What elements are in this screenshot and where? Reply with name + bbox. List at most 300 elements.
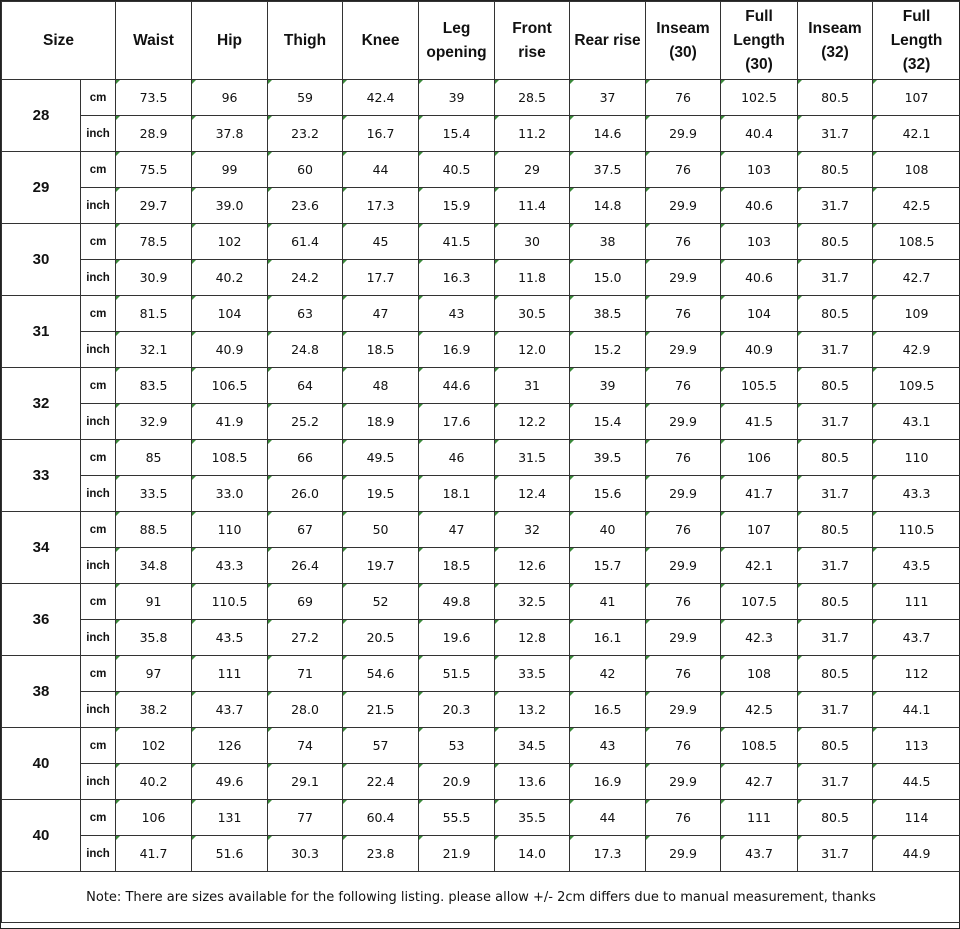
table-cell: 43 (419, 296, 495, 332)
table-cell: 41.9 (192, 404, 268, 440)
table-cell: 50 (343, 512, 419, 548)
table-cell: 106 (721, 440, 798, 476)
table-cell: 18.9 (343, 404, 419, 440)
table-cell: 11.8 (495, 260, 570, 296)
unit-label: cm (81, 728, 116, 764)
table-cell: 49.8 (419, 584, 495, 620)
table-cell: 102 (116, 728, 192, 764)
header-line: rise (518, 43, 546, 61)
table-cell: 31.7 (798, 116, 873, 152)
table-cell: 49.6 (192, 764, 268, 800)
table-cell: 109.5 (873, 368, 960, 404)
table-cell: 29.9 (646, 476, 721, 512)
table-cell: 17.3 (570, 836, 646, 872)
size-label: 40 (2, 728, 81, 800)
size-label: 33 (2, 440, 81, 512)
header-line: opening (426, 43, 487, 61)
table-cell: 42.1 (721, 548, 798, 584)
table-cell: 27.2 (268, 620, 343, 656)
unit-label: cm (81, 584, 116, 620)
table-cell: 108.5 (873, 224, 960, 260)
table-cell: 45 (343, 224, 419, 260)
table-cell: 29.7 (116, 188, 192, 224)
size-table (1, 1, 960, 923)
unit-label: cm (81, 152, 116, 188)
table-cell: 67 (268, 512, 343, 548)
table-cell: 15.6 (570, 476, 646, 512)
table-cell: 111 (721, 800, 798, 836)
table-cell: 41.7 (721, 476, 798, 512)
table-cell: 51.5 (419, 656, 495, 692)
table-cell: 106.5 (192, 368, 268, 404)
table-row (2, 368, 960, 404)
table-row (2, 728, 960, 764)
header-row (2, 2, 960, 80)
table-cell: 17.3 (343, 188, 419, 224)
table-cell: 114 (873, 800, 960, 836)
table-row (2, 440, 960, 476)
table-cell: 59 (268, 80, 343, 116)
table-cell: 19.5 (343, 476, 419, 512)
header-inseam-32 (798, 2, 873, 80)
table-cell: 48 (343, 368, 419, 404)
table-cell: 31.7 (798, 548, 873, 584)
table-cell: 43.7 (873, 620, 960, 656)
unit-label: inch (81, 764, 116, 800)
table-cell: 31.7 (798, 476, 873, 512)
table-cell: 76 (646, 296, 721, 332)
table-cell: 102.5 (721, 80, 798, 116)
unit-label: inch (81, 188, 116, 224)
table-cell: 99 (192, 152, 268, 188)
header-waist (116, 2, 192, 80)
unit-label: inch (81, 548, 116, 584)
table-cell: 43.7 (192, 692, 268, 728)
table-cell: 40.5 (419, 152, 495, 188)
table-cell: 112 (873, 656, 960, 692)
table-cell: 33.0 (192, 476, 268, 512)
header-size: Size (2, 2, 116, 80)
table-cell: 108.5 (721, 728, 798, 764)
table-cell: 33.5 (495, 656, 570, 692)
table-cell: 39 (419, 80, 495, 116)
header-line: Thigh (283, 31, 327, 49)
table-cell: 43.5 (192, 620, 268, 656)
table-cell: 71 (268, 656, 343, 692)
table-row (2, 188, 960, 224)
table-cell: 111 (192, 656, 268, 692)
table-cell: 15.4 (419, 116, 495, 152)
unit-label: cm (81, 368, 116, 404)
table-cell: 23.6 (268, 188, 343, 224)
table-row (2, 152, 960, 188)
size-label: 32 (2, 368, 81, 440)
table-cell: 80.5 (798, 224, 873, 260)
unit-label: inch (81, 404, 116, 440)
table-cell: 39.0 (192, 188, 268, 224)
table-cell: 35.5 (495, 800, 570, 836)
size-rows (2, 80, 960, 872)
table-cell: 16.3 (419, 260, 495, 296)
table-cell: 78.5 (116, 224, 192, 260)
table-cell: 37 (570, 80, 646, 116)
table-cell: 77 (268, 800, 343, 836)
unit-label: inch (81, 620, 116, 656)
table-cell: 30.3 (268, 836, 343, 872)
table-cell: 76 (646, 224, 721, 260)
table-cell: 104 (721, 296, 798, 332)
table-cell: 44 (343, 152, 419, 188)
header-thigh (268, 2, 343, 80)
table-cell: 131 (192, 800, 268, 836)
header-line: Length (733, 31, 785, 49)
unit-label: cm (81, 80, 116, 116)
table-cell: 31.7 (798, 692, 873, 728)
table-cell: 11.4 (495, 188, 570, 224)
table-cell: 37.5 (570, 152, 646, 188)
table-cell: 44.1 (873, 692, 960, 728)
table-cell: 24.8 (268, 332, 343, 368)
table-cell: 25.2 (268, 404, 343, 440)
table-cell: 43.1 (873, 404, 960, 440)
header-knee (343, 2, 419, 80)
table-cell: 19.6 (419, 620, 495, 656)
table-cell: 106 (116, 800, 192, 836)
table-cell: 80.5 (798, 368, 873, 404)
table-cell: 55.5 (419, 800, 495, 836)
table-row (2, 224, 960, 260)
table-cell: 28.5 (495, 80, 570, 116)
table-cell: 47 (419, 512, 495, 548)
header-line: Inseam (808, 19, 862, 37)
table-cell: 16.9 (570, 764, 646, 800)
table-cell: 80.5 (798, 80, 873, 116)
table-cell: 15.9 (419, 188, 495, 224)
table-cell: 15.0 (570, 260, 646, 296)
table-cell: 64 (268, 368, 343, 404)
table-cell: 42.1 (873, 116, 960, 152)
table-row (2, 584, 960, 620)
table-cell: 28.0 (268, 692, 343, 728)
table-cell: 23.8 (343, 836, 419, 872)
table-cell: 80.5 (798, 584, 873, 620)
table-cell: 109 (873, 296, 960, 332)
size-label: 34 (2, 512, 81, 584)
table-cell: 44.5 (873, 764, 960, 800)
table-cell: 80.5 (798, 728, 873, 764)
header-full-length-32 (873, 2, 960, 80)
header-hip (192, 2, 268, 80)
table-cell: 76 (646, 656, 721, 692)
table-cell: 30.9 (116, 260, 192, 296)
table-cell: 42.5 (873, 188, 960, 224)
table-row (2, 296, 960, 332)
table-cell: 76 (646, 80, 721, 116)
table-cell: 29.9 (646, 116, 721, 152)
table-row (2, 404, 960, 440)
unit-label: inch (81, 476, 116, 512)
table-cell: 41.5 (419, 224, 495, 260)
unit-label: inch (81, 260, 116, 296)
header-line: (30) (669, 43, 697, 61)
table-cell: 17.6 (419, 404, 495, 440)
header-line: Inseam (656, 19, 710, 37)
table-cell: 76 (646, 800, 721, 836)
table-cell: 18.5 (419, 548, 495, 584)
table-cell: 80.5 (798, 656, 873, 692)
table-cell: 28.9 (116, 116, 192, 152)
table-cell: 39 (570, 368, 646, 404)
table-cell: 40.2 (192, 260, 268, 296)
table-cell: 15.4 (570, 404, 646, 440)
table-cell: 31.7 (798, 260, 873, 296)
table-cell: 41.5 (721, 404, 798, 440)
table-cell: 40.9 (192, 332, 268, 368)
table-row (2, 836, 960, 872)
table-cell: 12.6 (495, 548, 570, 584)
header-leg-opening (419, 2, 495, 80)
table-cell: 108 (721, 656, 798, 692)
table-cell: 32.5 (495, 584, 570, 620)
table-cell: 31.7 (798, 404, 873, 440)
header-rear-rise (570, 2, 646, 80)
header-line: Leg (442, 19, 471, 37)
header-line: Length (890, 31, 943, 49)
table-cell: 96 (192, 80, 268, 116)
table-row (2, 80, 960, 116)
table-cell: 42.7 (873, 260, 960, 296)
table-cell: 42.9 (873, 332, 960, 368)
table-cell: 80.5 (798, 800, 873, 836)
size-label: 29 (2, 152, 81, 224)
table-cell: 32.1 (116, 332, 192, 368)
table-cell: 76 (646, 368, 721, 404)
header-line: Waist (133, 31, 174, 49)
table-cell: 38 (570, 224, 646, 260)
table-cell: 20.5 (343, 620, 419, 656)
table-cell: 111 (873, 584, 960, 620)
table-row (2, 764, 960, 800)
table-cell: 52 (343, 584, 419, 620)
unit-label: cm (81, 800, 116, 836)
size-label: 38 (2, 656, 81, 728)
table-cell: 44.9 (873, 836, 960, 872)
table-cell: 12.2 (495, 404, 570, 440)
table-cell: 54.6 (343, 656, 419, 692)
table-cell: 29.1 (268, 764, 343, 800)
table-cell: 12.8 (495, 620, 570, 656)
header-line: (32) (902, 55, 931, 73)
table-cell: 60.4 (343, 800, 419, 836)
unit-label: cm (81, 512, 116, 548)
table-row (2, 332, 960, 368)
table-cell: 31.7 (798, 764, 873, 800)
table-cell: 107 (721, 512, 798, 548)
table-cell: 105.5 (721, 368, 798, 404)
table-cell: 46 (419, 440, 495, 476)
table-cell: 32.9 (116, 404, 192, 440)
table-cell: 43.3 (873, 476, 960, 512)
table-cell: 34.5 (495, 728, 570, 764)
table-cell: 38.2 (116, 692, 192, 728)
table-cell: 12.4 (495, 476, 570, 512)
table-cell: 107 (873, 80, 960, 116)
table-cell: 26.0 (268, 476, 343, 512)
unit-label: cm (81, 296, 116, 332)
table-cell: 76 (646, 152, 721, 188)
table-cell: 43.7 (721, 836, 798, 872)
table-cell: 91 (116, 584, 192, 620)
table-row (2, 512, 960, 548)
table-cell: 108.5 (192, 440, 268, 476)
table-cell: 22.4 (343, 764, 419, 800)
table-cell: 44 (570, 800, 646, 836)
table-cell: 18.5 (343, 332, 419, 368)
table-cell: 15.7 (570, 548, 646, 584)
table-cell: 80.5 (798, 152, 873, 188)
table-cell: 37.8 (192, 116, 268, 152)
table-cell: 35.8 (116, 620, 192, 656)
table-cell: 76 (646, 512, 721, 548)
table-cell: 31.7 (798, 836, 873, 872)
table-cell: 40.6 (721, 188, 798, 224)
table-cell: 73.5 (116, 80, 192, 116)
table-cell: 66 (268, 440, 343, 476)
table-cell: 43 (570, 728, 646, 764)
table-cell: 29 (495, 152, 570, 188)
table-cell: 20.9 (419, 764, 495, 800)
table-cell: 75.5 (116, 152, 192, 188)
table-cell: 14.0 (495, 836, 570, 872)
size-label: 31 (2, 296, 81, 368)
unit-label: cm (81, 440, 116, 476)
table-cell: 80.5 (798, 512, 873, 548)
table-cell: 29.9 (646, 188, 721, 224)
table-cell: 110.5 (873, 512, 960, 548)
table-cell: 29.9 (646, 404, 721, 440)
header-line: Knee (361, 31, 400, 49)
unit-label: inch (81, 692, 116, 728)
size-label: 28 (2, 80, 81, 152)
table-cell: 24.2 (268, 260, 343, 296)
table-cell: 42.7 (721, 764, 798, 800)
size-label: 30 (2, 224, 81, 296)
table-cell: 63 (268, 296, 343, 332)
header-line: Full (902, 7, 931, 25)
table-cell: 47 (343, 296, 419, 332)
header-line: (30) (745, 55, 773, 73)
unit-label: inch (81, 836, 116, 872)
table-cell: 51.6 (192, 836, 268, 872)
table-cell: 31.7 (798, 332, 873, 368)
table-cell: 88.5 (116, 512, 192, 548)
table-cell: 11.2 (495, 116, 570, 152)
table-cell: 76 (646, 728, 721, 764)
table-cell: 30 (495, 224, 570, 260)
table-cell: 43.3 (192, 548, 268, 584)
header-line: Front (512, 19, 552, 37)
table-cell: 16.5 (570, 692, 646, 728)
table-cell: 60 (268, 152, 343, 188)
table-cell: 30.5 (495, 296, 570, 332)
unit-label: cm (81, 656, 116, 692)
table-cell: 31 (495, 368, 570, 404)
table-cell: 76 (646, 584, 721, 620)
table-cell: 42.4 (343, 80, 419, 116)
table-cell: 18.1 (419, 476, 495, 512)
table-cell: 104 (192, 296, 268, 332)
table-cell: 126 (192, 728, 268, 764)
header-line: Full (745, 7, 773, 25)
table-cell: 44.6 (419, 368, 495, 404)
table-row (2, 260, 960, 296)
table-cell: 15.2 (570, 332, 646, 368)
note-row (2, 872, 960, 923)
table-cell: 85 (116, 440, 192, 476)
table-cell: 49.5 (343, 440, 419, 476)
table-cell: 16.1 (570, 620, 646, 656)
table-cell: 41 (570, 584, 646, 620)
table-cell: 69 (268, 584, 343, 620)
unit-label: inch (81, 332, 116, 368)
size-label: 40 (2, 800, 81, 872)
table-cell: 31.5 (495, 440, 570, 476)
table-cell: 80.5 (798, 440, 873, 476)
table-cell: 74 (268, 728, 343, 764)
table-cell: 14.6 (570, 116, 646, 152)
table-cell: 29.9 (646, 548, 721, 584)
table-cell: 110.5 (192, 584, 268, 620)
header-inseam-30 (646, 2, 721, 80)
table-cell: 61.4 (268, 224, 343, 260)
header-front-rise (495, 2, 570, 80)
table-cell: 80.5 (798, 296, 873, 332)
table-cell: 42 (570, 656, 646, 692)
table-cell: 14.8 (570, 188, 646, 224)
table-cell: 81.5 (116, 296, 192, 332)
table-cell: 16.9 (419, 332, 495, 368)
table-cell: 12.0 (495, 332, 570, 368)
table-cell: 33.5 (116, 476, 192, 512)
table-cell: 21.9 (419, 836, 495, 872)
table-cell: 29.9 (646, 260, 721, 296)
table-cell: 13.6 (495, 764, 570, 800)
header-line: Hip (217, 31, 242, 49)
table-cell: 34.8 (116, 548, 192, 584)
table-cell: 20.3 (419, 692, 495, 728)
table-cell: 108 (873, 152, 960, 188)
table-cell: 107.5 (721, 584, 798, 620)
table-cell: 40.2 (116, 764, 192, 800)
table-row (2, 692, 960, 728)
unit-label: inch (81, 116, 116, 152)
table-cell: 83.5 (116, 368, 192, 404)
table-cell: 102 (192, 224, 268, 260)
table-cell: 39.5 (570, 440, 646, 476)
table-cell: 17.7 (343, 260, 419, 296)
table-cell: 23.2 (268, 116, 343, 152)
table-cell: 29.9 (646, 692, 721, 728)
table-cell: 29.9 (646, 836, 721, 872)
table-row (2, 656, 960, 692)
table-cell: 16.7 (343, 116, 419, 152)
table-cell: 40 (570, 512, 646, 548)
table-cell: 40.4 (721, 116, 798, 152)
table-cell: 40.9 (721, 332, 798, 368)
table-cell: 29.9 (646, 332, 721, 368)
table-cell: 40.6 (721, 260, 798, 296)
table-cell: 31.7 (798, 188, 873, 224)
